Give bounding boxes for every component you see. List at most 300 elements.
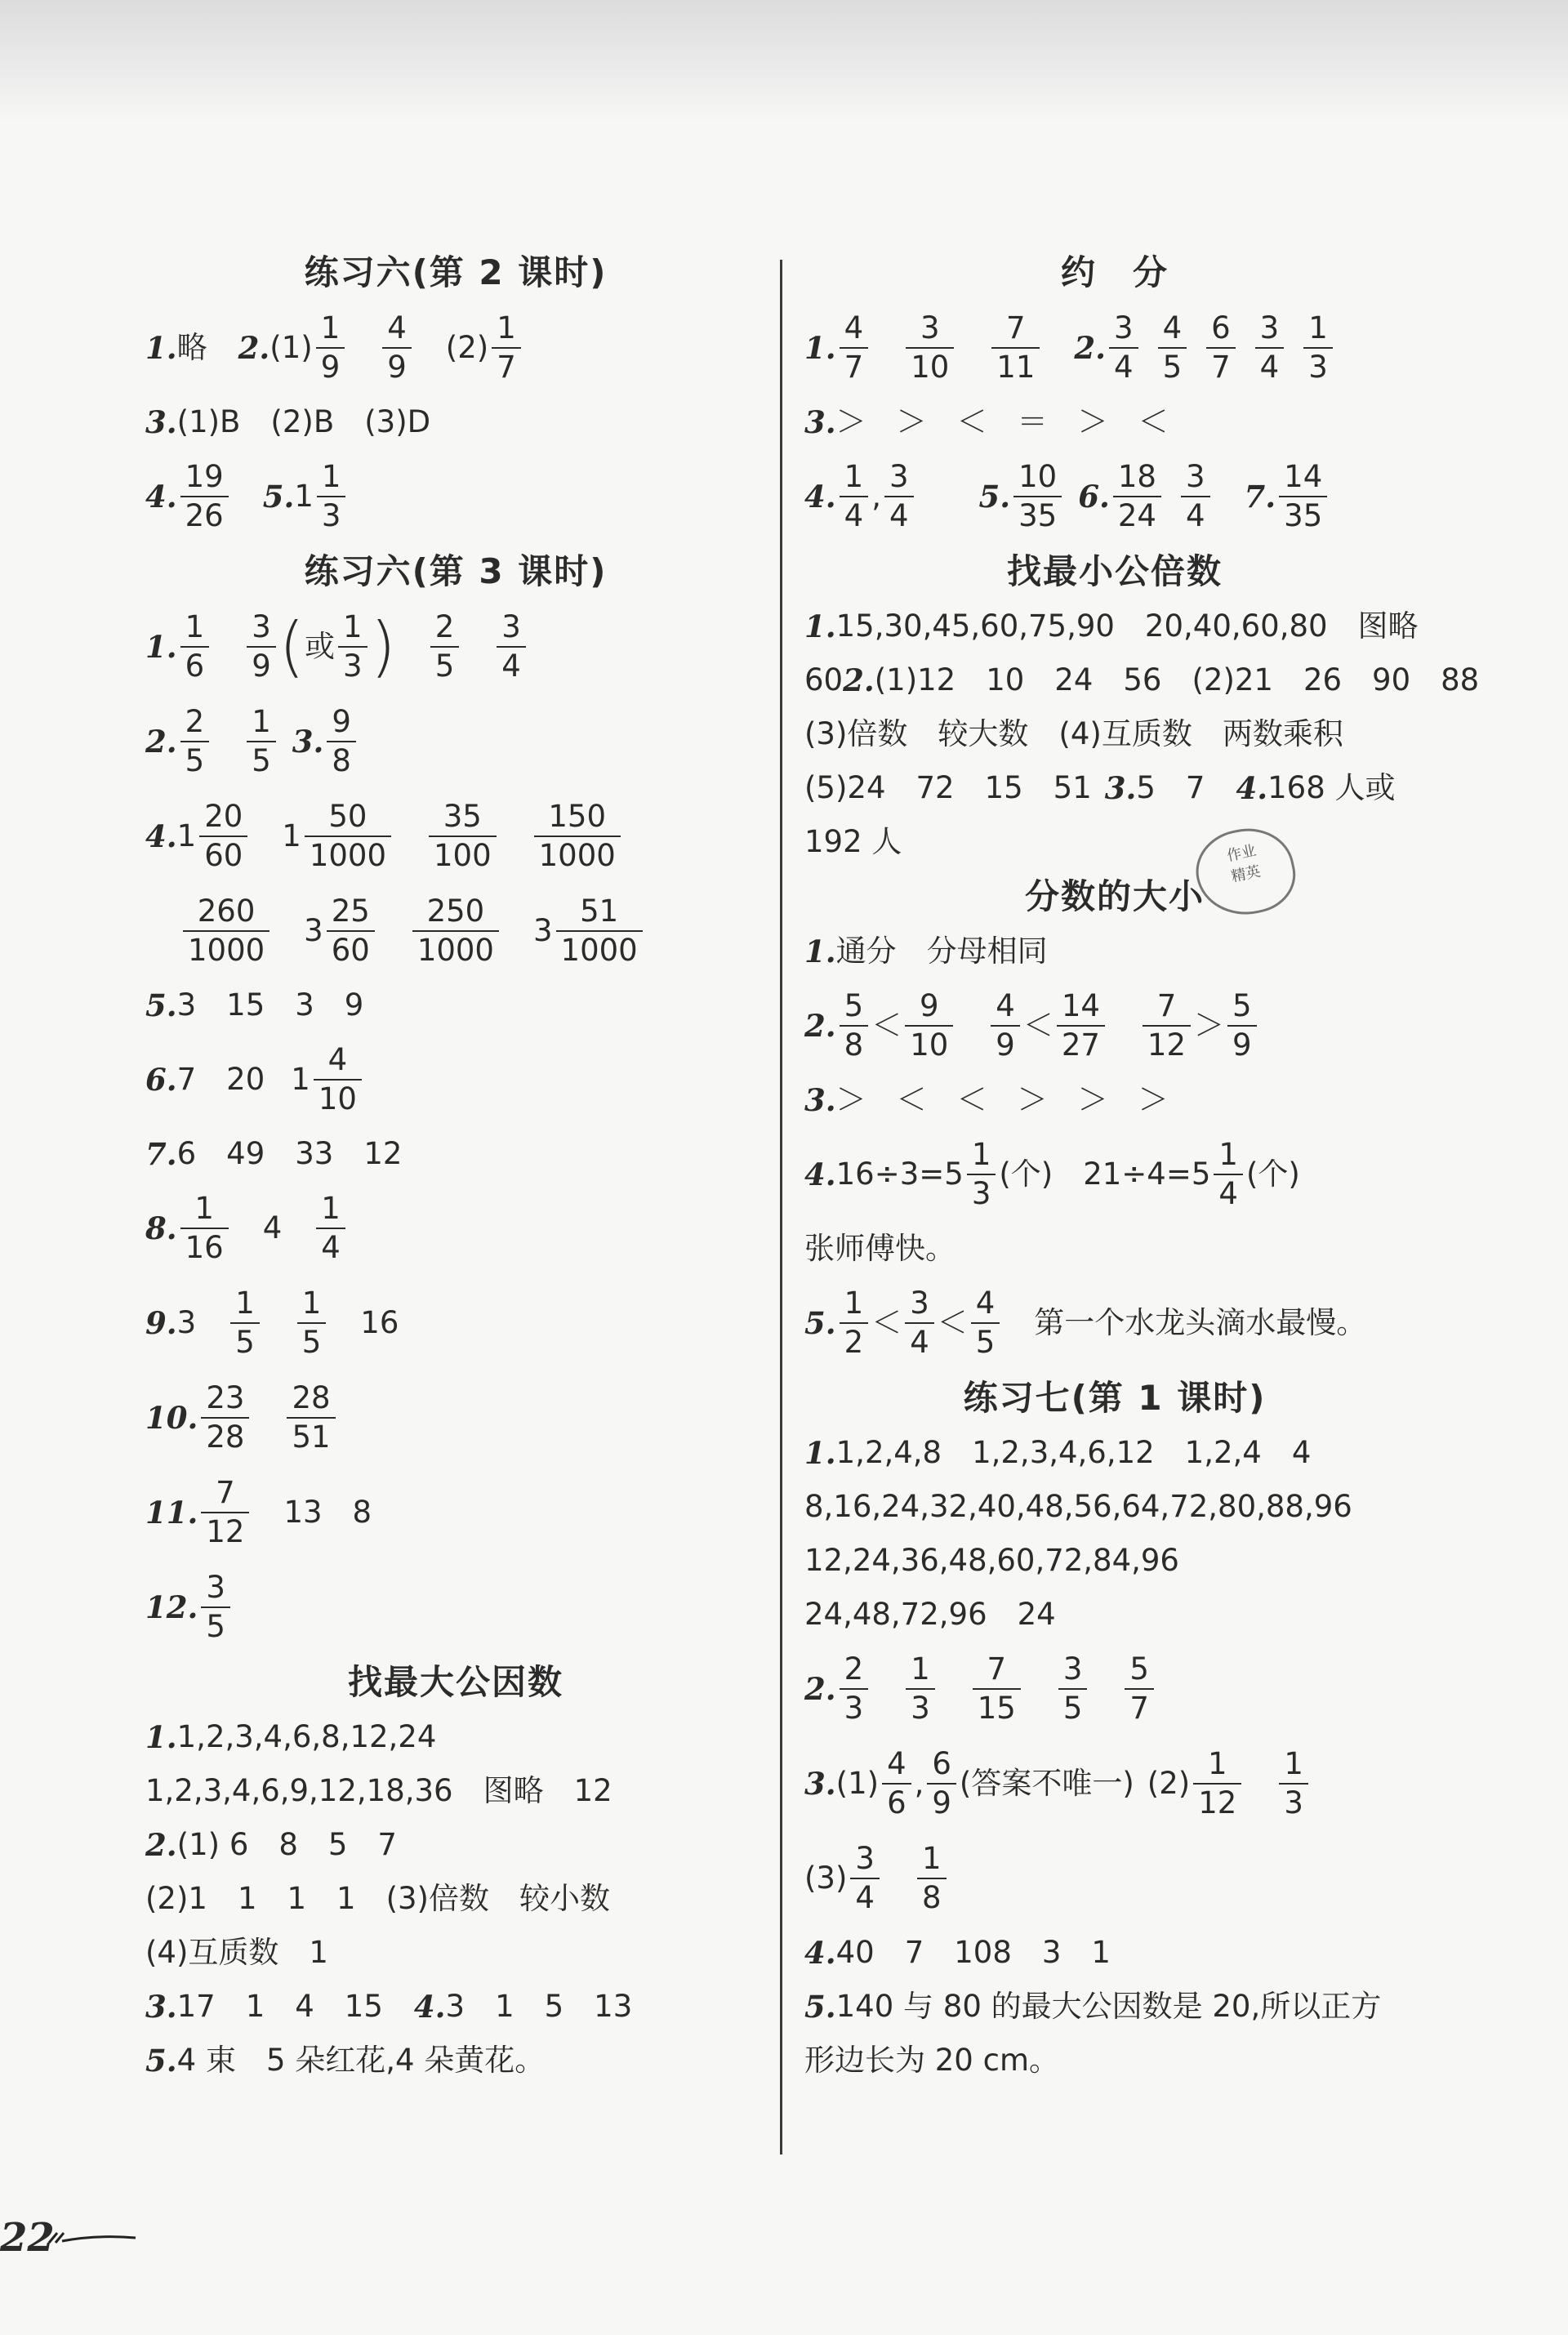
numerator: 9 [919,988,939,1023]
question-number: 5. [145,987,177,1023]
numerator: 5 [1129,1651,1149,1687]
answer-row [145,1465,766,1560]
answer-row [804,761,1425,815]
fraction [906,1651,935,1727]
answer-text: ＜ [871,1305,902,1340]
denominator: 5 [1158,347,1187,386]
answer-row [145,449,766,544]
answer-row [145,1181,766,1276]
numerator: 50 [328,799,368,834]
denominator: 5 [180,741,210,780]
numerator: 10 [1018,459,1058,494]
answer-row [804,1588,1425,1642]
answer-row [145,978,766,1032]
answer-row [804,1073,1425,1127]
answer-text: 张师傅快。 [804,1231,956,1266]
answer-row [804,1426,1425,1480]
answer-text: 1,2,3,4,6,8,12,24 [176,1719,437,1754]
answer-row [804,707,1425,761]
numerator: 7 [1006,310,1026,345]
section-title: 约 分 [1060,252,1169,292]
denominator: 3 [1279,1783,1308,1822]
answer-row [145,2034,766,2088]
answer-text: 17 1 4 15 [176,1989,383,2024]
fraction [183,893,270,969]
denominator: 12 [1193,1783,1241,1822]
question-number: 3. [292,724,324,760]
numerator: 19 [185,459,224,494]
answer-text: 60 [804,662,844,697]
fraction [971,1285,1000,1361]
denominator: 1000 [305,836,391,875]
denominator: 9 [247,646,276,685]
denominator: 4 [850,1878,880,1917]
question-number: 11. [145,1495,198,1531]
fraction [492,310,521,386]
question-number: 12. [145,1589,198,1625]
numerator: 35 [443,799,482,834]
fraction [991,310,1040,386]
whole-part: 1 [294,479,314,514]
numerator: 1 [321,459,341,494]
question-number: 3. [804,404,836,440]
denominator: 2 [840,1322,869,1361]
question-number: 5. [804,1989,836,2025]
question-number: 4. [145,818,177,854]
numerator: 150 [548,799,607,834]
numerator: 1 [194,1191,214,1226]
fraction [967,1136,996,1213]
section-title: 练习六(第 3 课时) [304,551,608,591]
numerator: 4 [327,1042,348,1077]
fraction [412,893,499,969]
answer-row [804,1276,1425,1370]
question-number: 4. [413,1989,446,2025]
numerator: 23 [206,1380,245,1415]
answer-row [145,1818,766,1872]
answer-row [145,884,766,978]
answer-row [145,694,766,789]
answer-text: (2)1 1 1 1 (3)倍数 较小数 [145,1881,610,1916]
denominator: 6 [180,646,210,685]
answer-text: (答案不唯一) [959,1766,1134,1801]
answer-row [804,653,1480,707]
stamp-text: 精英 [1229,862,1263,886]
answer-text: (1)B (2)B (3)D [176,404,431,439]
numerator: 3 [1114,310,1134,345]
fraction [1057,987,1105,1064]
answer-text: 6 49 33 12 [176,1136,403,1171]
numerator: 1 [321,1191,341,1226]
fraction [1013,458,1062,535]
whole-part: 3 [532,913,553,948]
fraction [850,1840,880,1917]
answer-text: ＞ ＜ ＜ ＞ ＞ ＞ [835,1082,1169,1117]
fraction [556,893,643,969]
denominator: 4 [840,496,869,535]
fraction [905,1285,934,1361]
fraction [1279,1745,1308,1822]
fraction [1303,310,1333,386]
answer-row [804,1534,1425,1588]
answer-row [145,301,766,395]
fraction [180,1190,229,1267]
answer-row [804,1480,1425,1534]
question-number: 3. [1104,770,1137,806]
numerator: 2 [844,1651,864,1687]
question-number: 6. [145,1062,177,1098]
denominator: 5 [1058,1688,1088,1727]
question-number: 4. [1236,770,1268,806]
answer-text: 8,16,24,32,40,48,56,64,72,80,88,96 [804,1489,1352,1524]
answer-row [145,1370,766,1465]
denominator: 1000 [556,930,643,969]
numerator: 7 [1156,988,1177,1023]
answer-text: (5)24 72 15 51 [804,770,1092,805]
denominator: 16 [180,1228,229,1267]
answer-text: 4 束 5 朵红花,4 朵黄花。 [176,2043,546,2078]
denominator: 4 [1181,496,1210,535]
answer-text: 1,2,3,4,6,9,12,18,36 图略 12 [145,1773,612,1808]
fraction [247,703,276,780]
answer-row [804,1222,1425,1276]
numerator: 3 [206,1570,225,1605]
fraction [180,703,210,780]
stamp-text: 作业 [1225,841,1258,866]
denominator: 26 [180,496,229,535]
denominator: 10 [906,347,954,386]
denominator: 5 [247,741,276,780]
denominator: 5 [430,646,460,685]
answer-row [804,1926,1425,1980]
question-number: 4. [804,1156,836,1192]
answer-row [804,395,1425,449]
fraction [906,310,954,386]
numerator: 1 [185,609,205,644]
denominator: 3 [317,496,346,535]
answer-text: 192 人 [804,824,902,859]
answer-text: (4)互质数 1 [145,1935,328,1970]
fraction [1181,458,1210,535]
denominator: 3 [1303,347,1333,386]
numerator: 4 [975,1286,996,1321]
answer-row [145,1276,766,1370]
question-number: 9. [145,1305,177,1341]
denominator: 3 [840,1688,869,1727]
whole-part: 1 [282,818,301,853]
fraction [314,1041,362,1118]
denominator: 7 [1206,347,1236,386]
fraction [287,1379,335,1456]
answer-text: (3)倍数 较大数 (4)互质数 两数乘积 [804,716,1343,751]
fraction [1279,458,1327,535]
fraction [1158,310,1187,386]
fraction [199,798,247,875]
denominator: 100 [429,836,497,875]
denominator: 9 [927,1783,956,1822]
numerator: 250 [426,893,485,929]
question-number: 1. [145,330,177,366]
fraction [201,1569,230,1646]
fraction [1058,1651,1088,1727]
denominator: 8 [840,1025,869,1064]
answer-text: 140 与 80 的最大公因数是 20,所以正方 [835,1989,1382,2024]
question-number: 5. [978,479,1011,515]
numerator: 5 [844,988,864,1023]
fraction [905,987,953,1064]
fraction [1255,310,1285,386]
numerator: 1 [252,704,271,739]
fraction [430,608,460,685]
numerator: 1 [497,310,516,345]
denominator: 5 [971,1322,1000,1361]
fraction [840,1285,869,1361]
denominator: 8 [327,741,356,780]
numerator: 3 [910,1286,929,1321]
answer-text: , [871,479,881,514]
numerator: 2 [185,704,205,739]
answer-text: 4 [262,1210,283,1245]
numerator: 9 [332,704,351,739]
section-title: 找最大公因数 [347,1662,564,1702]
fraction [991,987,1020,1064]
denominator: 4 [1255,347,1285,386]
denominator: 1000 [534,836,621,875]
fraction [338,608,368,685]
answer-text: 24,48,72,96 24 [804,1597,1056,1632]
denominator: 27 [1057,1025,1105,1064]
answer-text: 1,2,4,8 1,2,3,4,6,12 1,2,4 4 [835,1435,1312,1470]
numerator: 1 [921,1841,942,1876]
numerator: 1 [1308,310,1328,345]
fraction [1227,987,1257,1064]
whole-part: 1 [176,818,197,853]
answer-text: 形边长为 20 cm。 [804,2043,1059,2078]
fraction [305,798,391,875]
fraction [917,1840,947,1917]
answer-text: (1) 6 8 5 7 [176,1827,397,1862]
fraction [382,310,412,386]
numerator: 7 [216,1475,235,1510]
right-column [804,245,1480,2088]
question-number: 5. [262,479,295,515]
fraction [1113,458,1161,535]
scan-top-shadow [0,0,1568,123]
section-title: 练习六(第 2 课时) [304,252,608,292]
fraction [882,1745,911,1822]
answer-row [804,1831,1425,1926]
fraction [1214,1136,1243,1213]
answer-row [145,789,766,884]
denominator: 9 [1227,1025,1257,1064]
answer-text: 13 8 [283,1495,372,1530]
numerator: 20 [204,799,243,834]
question-number: 7. [1244,479,1276,515]
numerator: 2 [434,609,455,644]
answer-text: (2) [445,330,489,365]
answer-text: (2) [1147,1766,1191,1801]
answer-row [804,1736,1425,1831]
answer-text: 7 20 [176,1062,265,1097]
answer-text: , [914,1766,924,1801]
fraction [497,608,526,685]
denominator: 4 [497,646,526,685]
numerator: 4 [387,310,407,345]
numerator: 7 [987,1651,1007,1687]
answer-row [145,1926,766,1980]
answer-text: (3) [804,1860,848,1896]
answer-row: 1. $\frac{1}{6}$ $\frac{3}{9}$ ( 或 $\frac{1}{3}$ ) $\frac{2}{5}$ $\frac{3}{4}$ [145,599,766,694]
question-number: 1. [145,629,177,665]
question-number: 10. [145,1400,198,1436]
fraction [1125,1651,1154,1727]
answer-row [804,1980,1425,2034]
answer-row [145,1032,766,1127]
denominator: 10 [314,1079,362,1118]
answer-text: 168 人或 [1267,770,1396,805]
denominator: 28 [201,1417,249,1456]
denominator: 5 [297,1322,327,1361]
answer-text: 或 [304,629,335,664]
answer-text: 5 7 [1136,770,1205,805]
numerator: 3 [252,609,271,644]
fraction [180,608,210,685]
answer-row [145,1872,766,1926]
denominator: 3 [906,1688,935,1727]
denominator: 4 [316,1228,345,1267]
denominator: 9 [382,347,412,386]
denominator: 15 [973,1688,1021,1727]
question-number: 1. [804,1435,836,1471]
numerator: 3 [501,609,521,644]
numerator: 14 [1284,459,1323,494]
answer-text: 15,30,45,60,75,90 20,40,60,80 图略 [835,608,1419,644]
numerator: 3 [1062,1651,1083,1687]
numerator: 1 [911,1651,930,1687]
denominator: 7 [840,347,869,386]
answer-text: ＜ [937,1305,968,1340]
answer-text: (1) [835,1766,880,1801]
denominator: 1000 [183,930,270,969]
numerator: 1 [844,459,864,494]
answer-text: 第一个水龙头滴水最慢。 [1034,1305,1367,1340]
answer-text: 3 15 3 9 [176,987,364,1023]
numerator: 6 [932,1746,951,1781]
whole-part: 1 [291,1062,310,1097]
denominator: 11 [991,347,1040,386]
answer-row [804,1642,1425,1736]
question-number: 2. [804,1008,836,1044]
answer-row [145,395,766,449]
numerator: 18 [1117,459,1156,494]
fraction [927,1745,956,1822]
answer-row [145,1764,766,1818]
fraction [230,1285,260,1361]
section-title: 练习七(第 1 课时) [963,1378,1267,1418]
fraction [973,1651,1021,1727]
numerator: 1 [1284,1746,1303,1781]
question-number: 2. [145,1827,177,1863]
denominator: 1000 [412,930,499,969]
answer-text: 3 [176,1305,197,1340]
numerator: 6 [1211,310,1231,345]
numerator: 4 [1162,310,1183,345]
answer-text: (1) [270,330,313,365]
fraction [884,458,914,535]
answer-text: 通分 分母相同 [835,934,1048,969]
question-number: 1. [804,330,836,366]
denominator: 6 [882,1783,911,1822]
question-number: 2. [1074,330,1107,366]
fraction [1206,310,1236,386]
page-number: 22 [0,2215,55,2261]
answer-text: 略 [176,330,207,365]
numerator: 51 [580,893,619,929]
fraction [316,310,345,386]
denominator: 7 [1125,1688,1154,1727]
denominator: 24 [1113,496,1161,535]
answer-text: ＞ ＞ ＜ ＝ ＞ ＜ [835,404,1169,439]
denominator: 4 [884,496,914,535]
denominator: 9 [316,347,345,386]
answer-row [145,1560,766,1655]
numerator: 260 [197,893,256,929]
fraction [840,1651,869,1727]
question-number: 3. [145,1989,177,2025]
denominator: 35 [1279,496,1327,535]
answer-row [804,925,1425,978]
column-divider [780,260,782,2155]
section-title: 找最小公倍数 [1006,551,1223,591]
denominator: 4 [905,1322,934,1361]
answer-text: 3 1 5 13 [445,1989,633,2024]
question-number: 2. [804,1671,836,1707]
numerator: 5 [1232,988,1252,1023]
fraction [840,310,869,386]
question-number: 1. [804,608,836,644]
answer-row [804,978,1425,1073]
numerator: 25 [331,893,370,929]
question-number: 6. [1078,479,1110,515]
numerator: 3 [855,1841,875,1876]
denominator: 7 [492,347,521,386]
question-number: 4. [804,1935,836,1971]
denominator: 60 [199,836,247,875]
answer-text: 16÷3=5 [835,1156,964,1192]
denominator: 12 [1143,1025,1191,1064]
question-number: 4. [145,479,177,515]
numerator: 1 [971,1137,991,1172]
denominator: 60 [327,930,375,969]
fraction [327,703,356,780]
question-number: 4. [804,479,836,515]
denominator: 5 [201,1606,230,1646]
answer-row [804,301,1425,395]
denominator: 10 [905,1025,953,1064]
fraction [1143,987,1191,1064]
numerator: 3 [1185,459,1205,494]
answer-text: (个) 21÷4=5 [999,1156,1211,1192]
numerator: 1 [320,310,341,345]
fraction [247,608,276,685]
numerator: 4 [996,988,1015,1023]
fraction [180,458,229,535]
answer-text: ＞ [1194,1008,1225,1043]
fraction [840,458,869,535]
answer-row [804,815,1425,869]
fraction [1193,1745,1241,1822]
whole-part: 3 [304,913,323,948]
